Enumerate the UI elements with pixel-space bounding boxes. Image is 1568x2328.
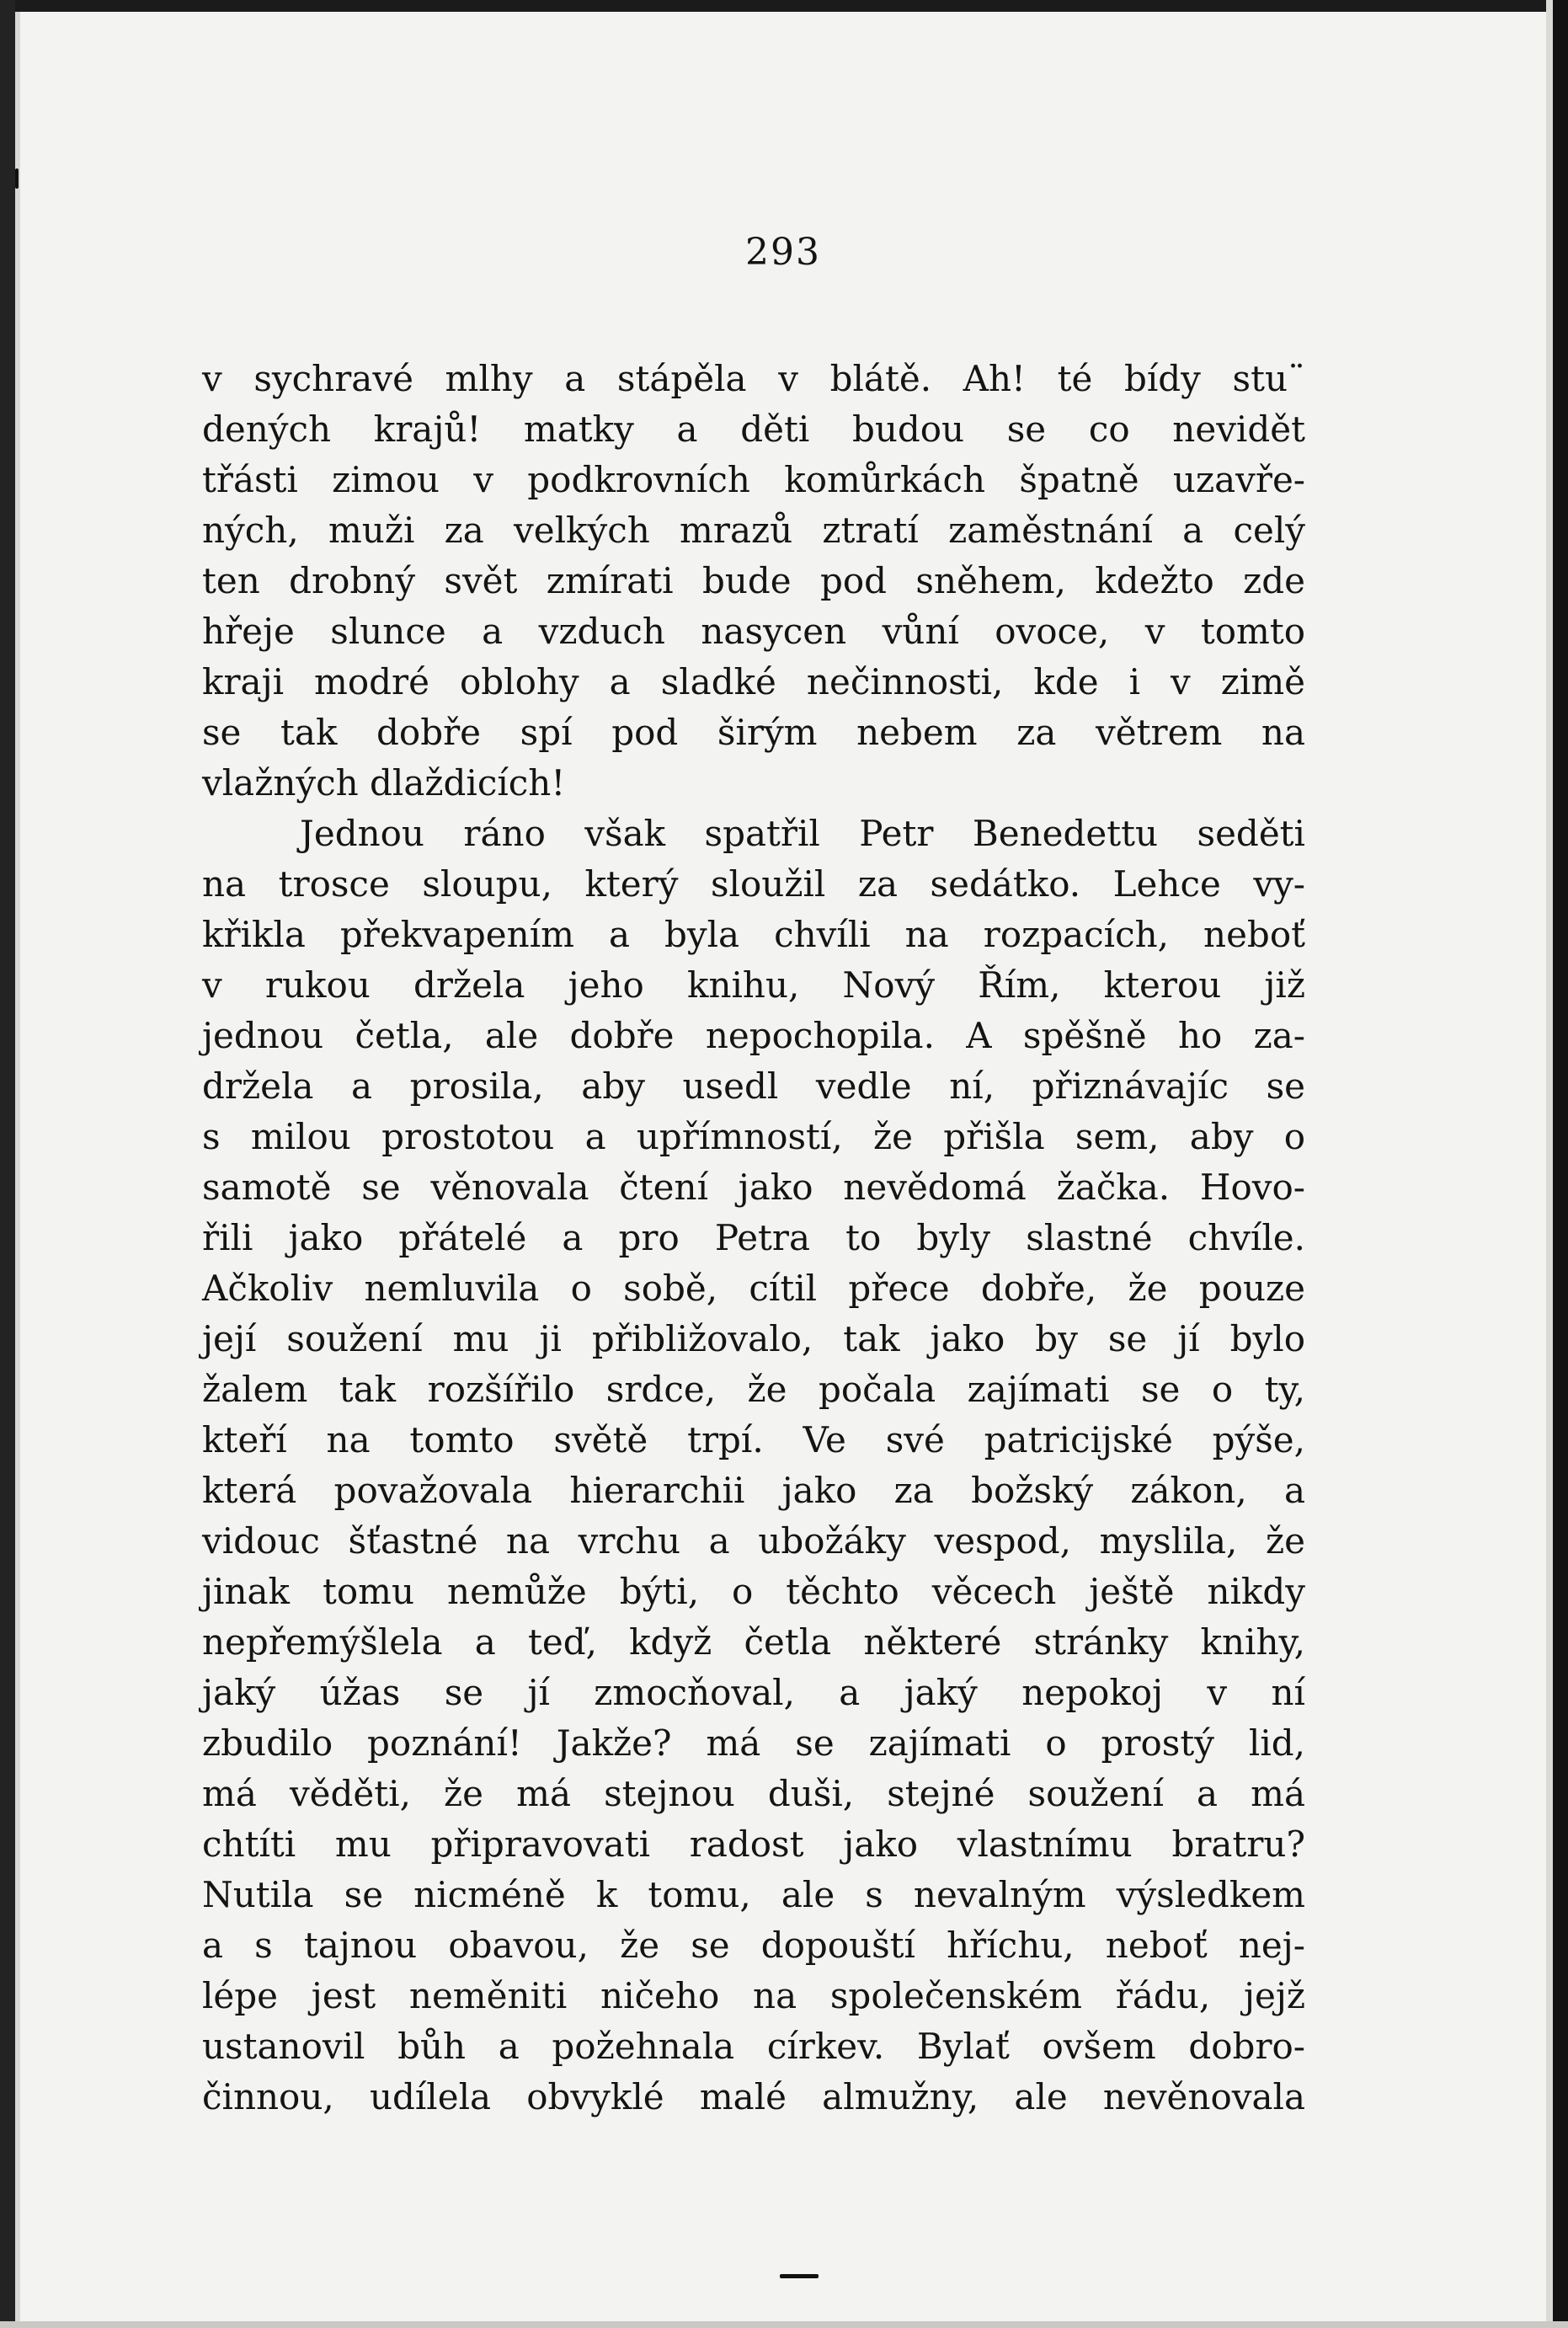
text-line: s milou prostotou a upřímností, že přišla sem, aby o [202, 1116, 1305, 1157]
text-line: její soužení mu ji přibližovalo, tak jako by se jí bylo [202, 1318, 1305, 1359]
paragraph-end-line: vlažných dlaždicích! [202, 762, 566, 804]
text-line: samotě se věnovala čtení jako nevědomá žačka. Hovo- [202, 1167, 1305, 1208]
text-line: hřeje slunce a vzduch nasycen vůní ovoce, v tomto [202, 611, 1305, 652]
text-line: na trosce sloupu, který sloužil za sedátko. Lehce vy- [202, 863, 1305, 905]
text-line: ustanovil bůh a požehnala církev. Bylať ovšem dobro- [202, 2026, 1305, 2067]
bottom-printer-mark [780, 2274, 819, 2278]
text-line: Ačkoliv nemluvila o sobě, cítil přece dobře, že pouze [202, 1268, 1305, 1309]
text-line: ných, muži za velkých mrazů ztratí zaměstnání a celý [202, 510, 1305, 551]
text-line: a s tajnou obavou, že se dopouští hříchu, neboť nej- [202, 1925, 1305, 1966]
text-line: chtíti mu připravovati radost jako vlastnímu bratru? [202, 1823, 1305, 1865]
text-line: která považovala hierarchii jako za božský zákon, a [202, 1470, 1305, 1511]
text-line: dených krajů! matky a děti budou se co nevidět [202, 408, 1305, 450]
scan-right-edge [1553, 0, 1568, 2328]
text-line: jednou četla, ale dobře nepochopila. A spěšně ho za- [202, 1015, 1305, 1056]
text-line: jaký úžas se jí zmocňoval, a jaký nepokoj v ní [202, 1672, 1305, 1713]
text-line: lépe jest neměniti ničeho na společenském řádu, jejž [202, 1975, 1305, 2016]
text-line: se tak dobře spí pod širým nebem za větrem na [202, 712, 1305, 753]
text-line: v rukou držela jeho knihu, Nový Řím, kterou již [202, 964, 1305, 1006]
text-line: zbudilo poznání! Jakže? má se zajímati o prostý lid, [202, 1722, 1305, 1764]
text-line: Nutila se nicméně k tomu, ale s nevalným výsledkem [202, 1874, 1305, 1915]
text-line: činnou, udílela obvyklé malé almužny, ale nevěnovala [202, 2076, 1305, 2117]
margin-mark [15, 168, 19, 189]
text-line: držela a prosila, aby usedl vedle ní, přiznávajíc se [202, 1065, 1305, 1107]
text-line: kteří na tomto světě trpí. Ve své patricijské pýše, [202, 1419, 1305, 1460]
text-line: v sychravé mlhy a stápěla v blátě. Ah! té bídy stu¨ [202, 358, 1305, 399]
text-line: třásti zimou v podkrovních komůrkách špatně uzavře- [202, 459, 1305, 500]
page-number: 293 [745, 231, 821, 274]
scan-top-edge [15, 0, 1568, 12]
text-line: křikla překvapením a byla chvíli na rozpacích, neboť [202, 914, 1305, 955]
scan-bottom-edge [0, 2321, 1568, 2328]
text-line: ten drobný svět zmírati bude pod sněhem, kdežto zde [202, 560, 1305, 601]
paragraph-start-line: Jednou ráno však spatřil Petr Benedettu seděti [300, 813, 1305, 854]
text-line: má věděti, že má stejnou duši, stejné soužení a má [202, 1773, 1305, 1814]
scan-right-edge-shadow [1546, 0, 1553, 2328]
scan-left-edge [0, 0, 15, 2328]
body-text [202, 354, 1305, 2122]
text-line: žalem tak rozšířilo srdce, že počala zajímati se o ty, [202, 1369, 1305, 1410]
text-line: řili jako přátelé a pro Petra to byly slastné chvíle. [202, 1217, 1305, 1258]
scan-left-edge-shadow [15, 0, 20, 2328]
text-line: nepřemýšlela a teď, když četla některé stránky knihy, [202, 1621, 1305, 1663]
text-line: vidouc šťastné na vrchu a ubožáky vespod, myslila, že [202, 1520, 1305, 1562]
text-line: jinak tomu nemůže býti, o těchto věcech ještě nikdy [202, 1571, 1305, 1612]
text-line: kraji modré oblohy a sladké nečinnosti, kde i v zimě [202, 661, 1305, 702]
